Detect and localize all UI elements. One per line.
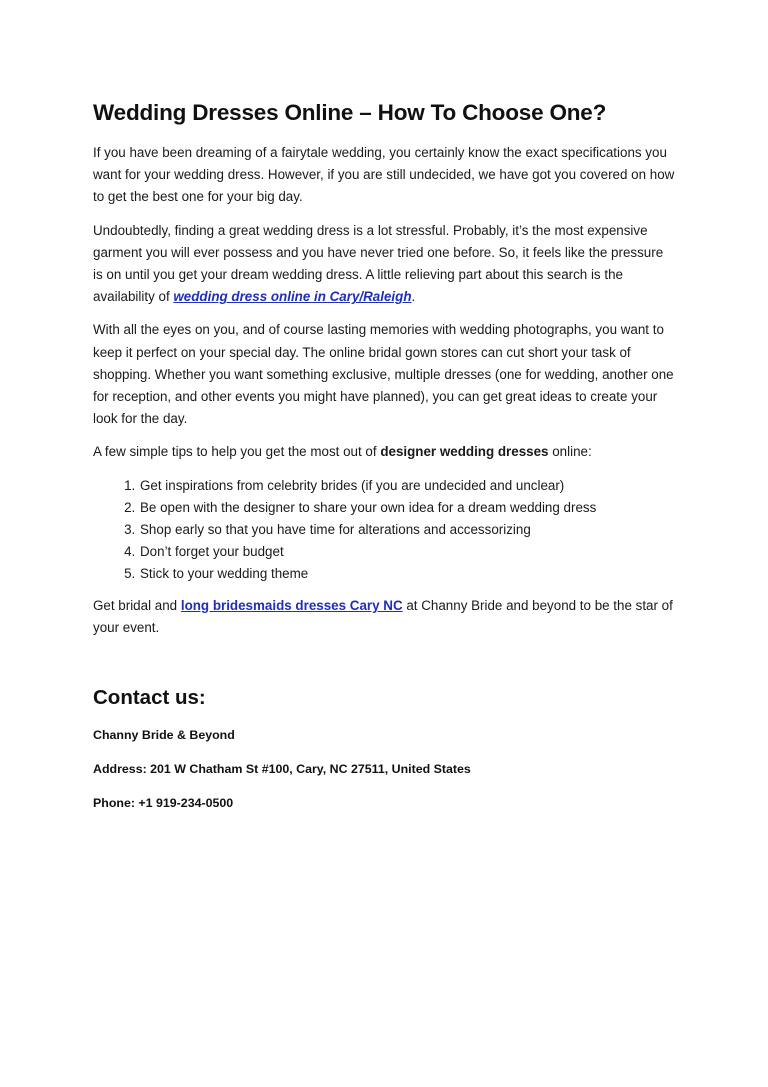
tips-intro-end: online: [548, 444, 592, 460]
intro-paragraph: If you have been dreaming of a fairytale wedding, you certainly know the exact specifications you want for your wedding dress. However, if you are still undecided, we have got you covered on how to get the best one for your big day. [93, 145, 675, 205]
stress-paragraph-text: Undoubtedly, finding a great wedding dress is a lot stressful. Probably, it’s the most expensive garment you will ever possess and you have never tried one before. So, it feels like the pressure is on until you get your dream wedding dress. A little relieving part about this search is the availability of [93, 222, 664, 305]
stress-paragraph [93, 220, 676, 309]
list-item: 1. Get inspirations from celebrity brides (if you are undecided and unclear) [139, 475, 676, 497]
stress-paragraph-end: . [411, 289, 416, 305]
business-address: Address: 201 W Chatham St #100, Cary, NC 27511, United States [93, 762, 471, 777]
contact-heading: Contact us: [93, 686, 206, 710]
business-phone: Phone: +1 919-234-0500 [93, 796, 234, 811]
bridesmaids-dresses-link[interactable]: long bridesmaids dresses Cary NC [180, 597, 403, 613]
business-name: Channy Bride & Beyond [93, 728, 235, 743]
tips-intro [93, 441, 676, 463]
closing-paragraph-end: at Channy Bride and beyond to be the star of your event. [93, 597, 673, 635]
tips-intro-bold: designer wedding dresses [380, 444, 549, 460]
tips-intro-text: A few simple tips to help you get the most out of [93, 444, 381, 460]
page-title: Wedding Dresses Online – How To Choose One? [93, 100, 607, 125]
list-item: 3. Shop early so that you have time for alterations and accessorizing [139, 519, 676, 541]
list-item: 4. Don’t forget your budget [139, 541, 676, 563]
list-item: 5. Stick to your wedding theme [139, 563, 676, 585]
wedding-dress-online-link[interactable]: wedding dress online in Cary/Raleigh [173, 289, 412, 305]
list-item: 2. Be open with the designer to share your own idea for a dream wedding dress [139, 497, 676, 519]
closing-paragraph-text: Get bridal and [93, 597, 181, 613]
tips-list [93, 475, 676, 586]
memories-paragraph: With all the eyes on you, and of course lasting memories with wedding photographs, you want to keep it perfect on your special day. The online bridal gown stores can cut short your task of shopping. Whether you want something exclusive, multiple dresses (one for wedding, another one for reception, and other events you might have planned), you can get great ideas to create your look for the day. [93, 322, 674, 427]
closing-paragraph [93, 595, 676, 639]
